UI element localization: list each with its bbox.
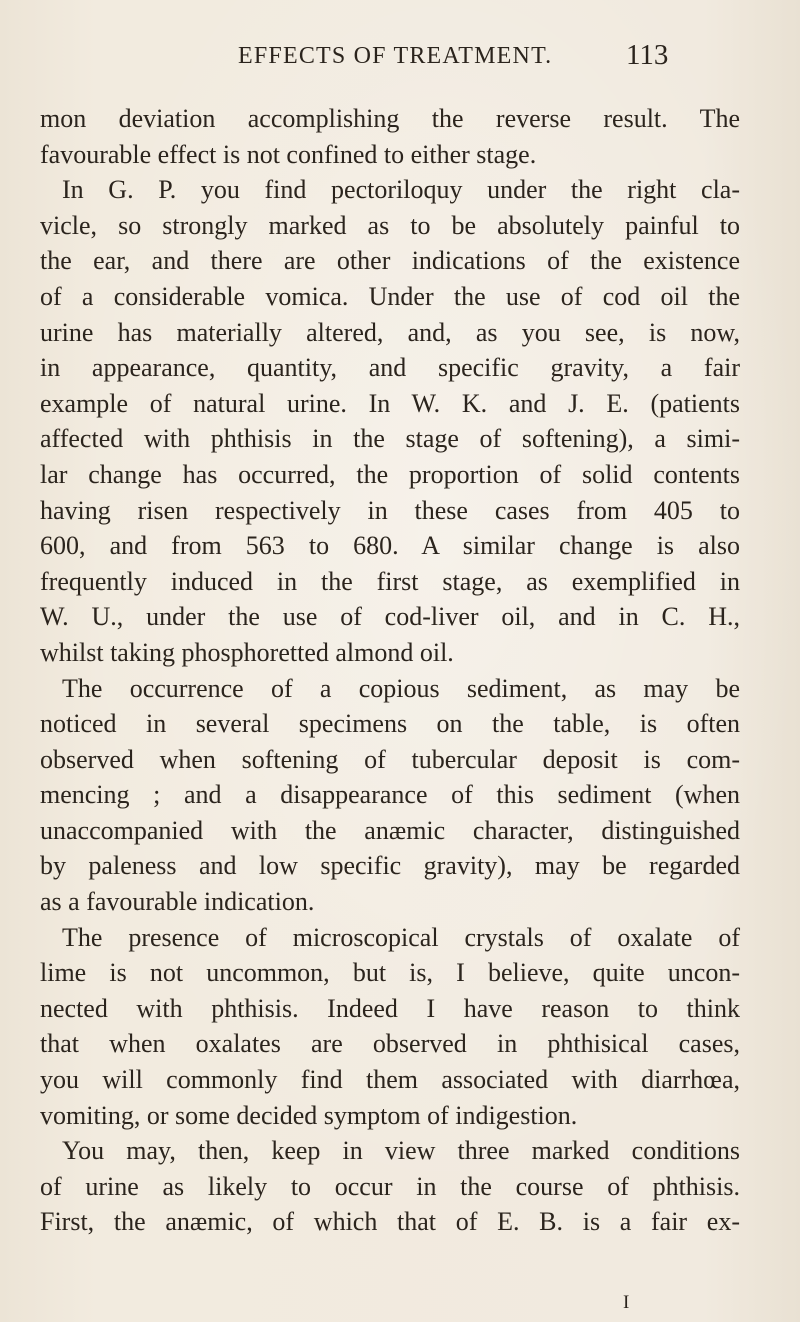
text-line: nected with phthisis. Indeed I have reason to think xyxy=(40,993,740,1023)
text-line: whilst taking phosphoretted almond oil. xyxy=(40,637,454,667)
text-line: noticed in several specimens on the table, is often xyxy=(40,709,740,739)
text-line: urine has materially altered, and, as you see, is now, xyxy=(40,317,740,347)
text-line: W. U., under the use of cod-liver oil, and in C. H., xyxy=(40,602,740,632)
text-line: in appearance, quantity, and specific gravity, a fair xyxy=(40,353,740,383)
paragraph-start-line: You may, then, keep in view three marked conditions xyxy=(62,1136,740,1166)
running-head xyxy=(0,39,800,83)
text-line: observed when softening of tubercular deposit is com- xyxy=(40,744,740,774)
paragraph-start-line: The occurrence of a copious sediment, as may be xyxy=(62,673,740,703)
paragraph-start-line: The presence of microscopical crystals of oxalate of xyxy=(62,922,740,952)
text-line: lar change has occurred, the proportion of solid contents xyxy=(40,459,740,489)
text-line: of urine as likely to occur in the course of phthisis. xyxy=(40,1171,740,1201)
signature-mark: I xyxy=(623,1292,630,1313)
text-line: vomiting, or some decided symptom of indigestion. xyxy=(40,1100,578,1130)
text-line: of a considerable vomica. Under the use of cod oil the xyxy=(40,281,740,311)
text-line: the ear, and there are other indications of the existence xyxy=(40,246,740,276)
text-line: mon deviation accomplishing the reverse result. The xyxy=(40,104,740,133)
text-line: unaccompanied with the anæmic character, distinguished xyxy=(40,815,740,845)
text-line: frequently induced in the first stage, as exemplified in xyxy=(40,566,740,596)
text-line: vicle, so strongly marked as to be absolutely painful to xyxy=(40,210,740,240)
text-line: First, the anæmic, of which that of E. B. is a fair ex- xyxy=(40,1207,740,1237)
text-line: that when oxalates are observed in phthisical cases, xyxy=(40,1029,740,1059)
text-line: affected with phthisis in the stage of softening), a simi- xyxy=(40,424,740,454)
text-line: by paleness and low specific gravity), may be regarded xyxy=(40,851,740,881)
page-number: 113 xyxy=(626,39,669,71)
text-line: 600, and from 563 to 680. A similar change is also xyxy=(40,531,740,561)
text-line: having risen respectively in these cases from 405 to xyxy=(40,495,740,525)
text-line: favourable effect is not confined to either stage. xyxy=(40,139,537,169)
running-title: EFFECTS OF TREATMENT. xyxy=(238,43,553,69)
text-line: mencing ; and a disappearance of this sediment (when xyxy=(40,780,740,810)
paragraph-start-line: In G. P. you find pectoriloquy under the right cla- xyxy=(62,175,740,205)
text-line: as a favourable indication. xyxy=(40,887,315,917)
text-line: example of natural urine. In W. K. and J. E. (patients xyxy=(40,388,740,418)
text-line: lime is not uncommon, but is, I believe, quite uncon- xyxy=(40,958,740,988)
body-text xyxy=(40,101,740,1240)
text-line: you will commonly find them associated with diarrhœa, xyxy=(40,1065,740,1095)
